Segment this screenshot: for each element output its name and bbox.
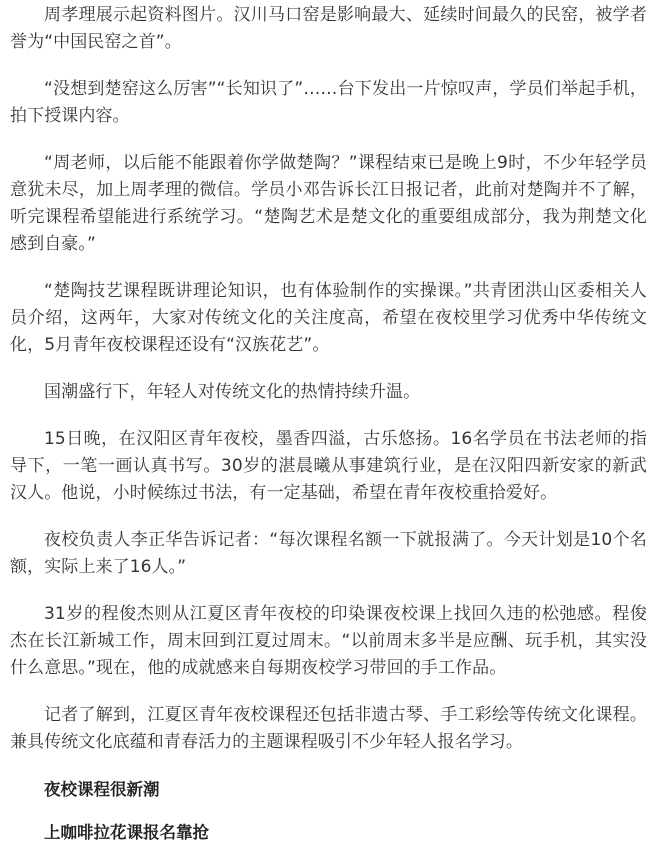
paragraph-9: 记者了解到，江夏区青年夜校课程还包括非遗古琴、手工彩绘等传统文化课程。兼具传统文化底蕴和青春活力的主题课程吸引不少年轻人报名学习。 <box>10 705 647 752</box>
paragraph-4: “楚陶技艺课程既讲理论知识，也有体验制作的实操课。”共青团洪山区委相关人员介绍，这两年，大家对传统文化的关注度高，希望在夜校里学习优秀中华传统文化，5月青年夜校课程还设有“汉族花艺”。 <box>10 281 647 355</box>
paragraph-6: 15日晚，在汉阳区青年夜校，墨香四溢，古乐悠扬。16名学员在书法老师的指导下，一笔一画认真书写。30岁的湛晨曦从事建筑行业，是在汉阳四新安家的新武汉人。他说，小时候练过书法，有一定基础，希望在青年夜校重拾爱好。 <box>10 429 647 503</box>
section-heading-2: 上咖啡拉花课报名靠抢 <box>44 823 209 842</box>
paragraph-3: “周老师，以后能不能跟着你学做楚陶？”课程结束已是晚上9时，不少年轻学员意犹未尽，加上周孝理的微信。学员小邓告诉长江日报记者，此前对楚陶并不了解，听完课程希望能进行系统学习。“楚陶艺术是楚文化的重要组成部分，我为荆楚文化感到自豪。” <box>10 153 647 254</box>
paragraph-7: 夜校负责人李正华告诉记者：“每次课程名额一下就报满了。今天计划是10个名额，实际上来了16人。” <box>10 530 647 577</box>
section-heading-1: 夜校课程很新潮 <box>44 780 160 799</box>
paragraph-1: 周孝理展示起资料图片。汉川马口窑是影响最大、延续时间最久的民窑，被学者誉为“中国民窑之首”。 <box>10 5 647 52</box>
paragraph-2: “没想到楚窑这么厉害”“长知识了”……台下发出一片惊叹声，学员们举起手机，拍下授课内容。 <box>10 79 647 126</box>
paragraph-5: 国潮盛行下，年轻人对传统文化的热情持续升温。 <box>44 382 421 402</box>
paragraph-8: 31岁的程俊杰则从江夏区青年夜校的印染课夜校课上找回久违的松弛感。程俊杰在长江新城工作，周末回到江夏过周末。“以前周末多半是应酬、玩手机，其实没什么意思。”现在，他的成就感来自每期夜校学习带回的手工作品。 <box>10 604 647 678</box>
